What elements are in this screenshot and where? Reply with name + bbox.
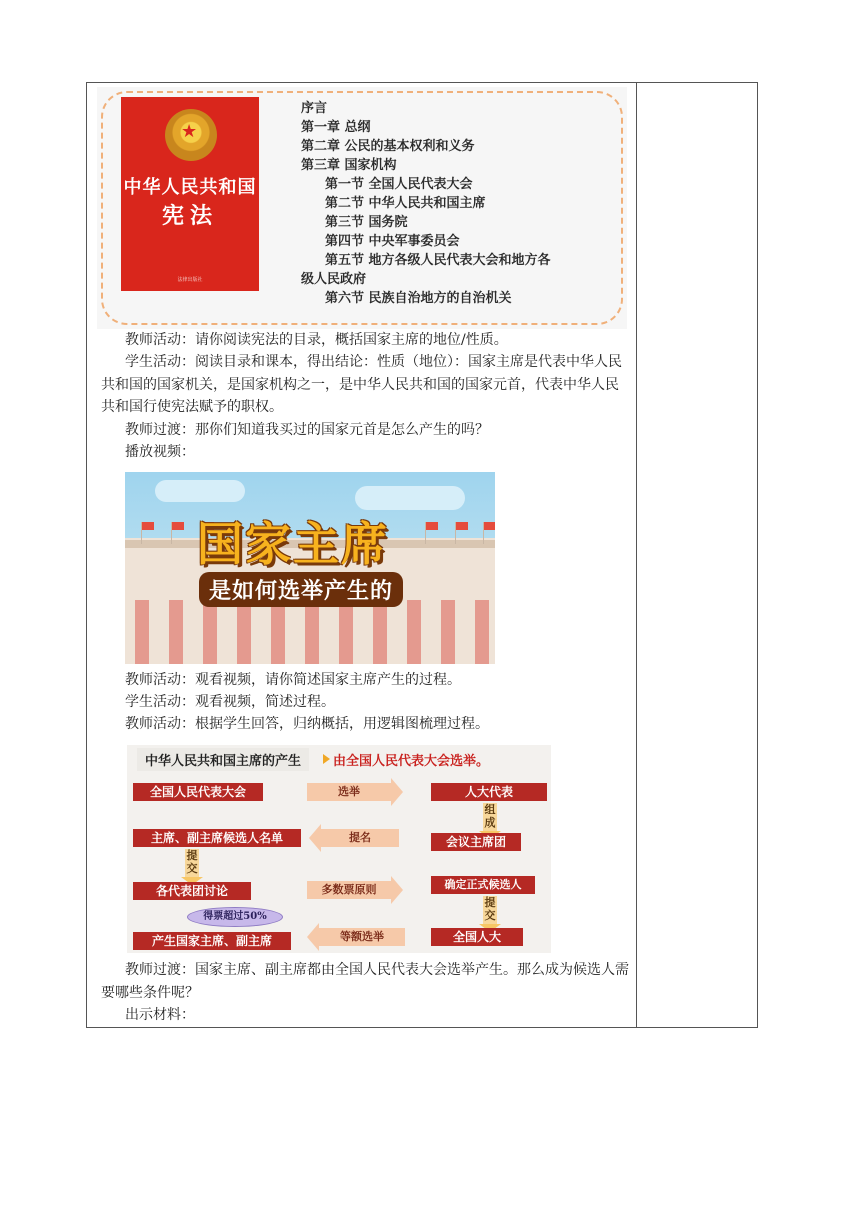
box-npc: 全国人民代表大会 (133, 783, 263, 801)
book-subtitle: 宪法 (161, 203, 218, 229)
cloud (355, 486, 465, 510)
bullet-icon (323, 754, 330, 764)
column-divider (636, 83, 637, 1027)
paragraph-show-material: 出示材料： (125, 1007, 195, 1023)
box-result: 产生国家主席、副主席 (133, 932, 291, 950)
pillar (373, 600, 387, 664)
arrow-majority: 多数票原则 (307, 881, 391, 899)
pillar (135, 600, 149, 664)
toc-line: 第二章 公民的基本权利和义务 (301, 139, 475, 154)
toc-section: 第二节 中华人民共和国主席 (325, 196, 486, 211)
star-icon: ★ (181, 121, 198, 142)
paragraph-teacher-activity-3: 教师活动：根据学生回答，归纳概括，用逻辑图梳理过程。 (125, 716, 489, 732)
pillar (169, 600, 183, 664)
constitution-toc-figure (97, 87, 627, 329)
toc-list (301, 99, 551, 308)
pillar (407, 600, 421, 664)
flag (142, 522, 154, 530)
box-deputies: 人大代表 (431, 783, 547, 801)
paragraph-student-activity-2: 学生活动：观看视频，简述过程。 (125, 694, 335, 710)
flag (484, 522, 495, 530)
pillar (237, 600, 251, 664)
paragraph-play-video: 播放视频： (125, 444, 195, 460)
video-title: 国家主席 (197, 517, 389, 571)
flag (456, 522, 468, 530)
election-flow-diagram (127, 745, 551, 953)
video-subtitle: 是如何选举产生的 (199, 572, 403, 607)
box-official-candidates: 确定正式候选人 (431, 876, 535, 894)
book-publisher: 法律出版社 (177, 277, 203, 283)
video-thumbnail[interactable] (125, 472, 495, 664)
toc-section: 第五节 地方各级人民代表大会和地方各 (325, 253, 551, 268)
flow-title: 中华人民共和国主席的产生 (137, 748, 309, 771)
pillar (305, 600, 319, 664)
toc-wrapline: 级人民政府 (301, 272, 367, 287)
box-plenary: 全国人大 (431, 928, 523, 946)
box-candidates: 主席、副主席候选人名单 (133, 829, 301, 847)
arrow-elect: 选举 (307, 783, 391, 801)
book-title: 中华人民共和国 (123, 177, 257, 198)
arrow-equal-election: 等额选举 (319, 928, 405, 946)
flow-subtitle: 由全国人民代表大会选举。 (333, 754, 490, 769)
toc-line: 第一章 总纲 (301, 120, 371, 135)
arrow-compose: 组成 (484, 803, 496, 829)
pillar (203, 600, 217, 664)
paragraph-student-activity-1: 学生活动：阅读目录和课本，得出结论：性质（地位）：国家主席是代表中华人民共和国的国家机关，是国家机构之一，是中华人民共和国的国家元首，代表中华人民共和国行使宪法赋予的职权。 (101, 354, 622, 415)
cloud (155, 480, 245, 502)
box-discuss: 各代表团讨论 (133, 882, 251, 900)
paragraph-teacher-activity-2: 教师活动：观看视频，请你简述国家主席产生的过程。 (125, 672, 461, 688)
pillar (475, 600, 489, 664)
votes-over-half: 得票超过50% (187, 907, 283, 927)
toc-line: 第三章 国家机构 (301, 158, 397, 173)
lesson-table (86, 82, 758, 1028)
toc-section: 第四节 中央军事委员会 (325, 234, 460, 249)
toc-section: 第六节 民族自治地方的自治机关 (325, 291, 512, 306)
flag (426, 522, 438, 530)
arrow-nominate: 提名 (321, 829, 399, 847)
toc-line: 序言 (301, 101, 328, 116)
arrow-submit-2: 提交 (484, 896, 496, 922)
paragraph-teacher-transition-2: 教师过渡：国家主席、副主席都由全国人民代表大会选举产生。那么成为候选人需要哪些条件呢？ (101, 962, 629, 1001)
pillar (441, 600, 455, 664)
pillar (271, 600, 285, 664)
box-presidium: 会议主席团 (431, 833, 521, 851)
constitution-book-cover (121, 97, 259, 291)
pillar (339, 600, 353, 664)
flag (172, 522, 184, 530)
paragraph-teacher-transition-1: 教师过渡：那你们知道我买过的国家元首是怎么产生的吗？ (125, 422, 489, 438)
arrow-submit-1: 提交 (186, 849, 198, 875)
toc-section: 第一节 全国人民代表大会 (325, 177, 473, 192)
toc-section: 第三节 国务院 (325, 215, 408, 230)
paragraph-teacher-activity-1: 教师活动：请你阅读宪法的目录，概括国家主席的地位/性质。 (125, 332, 508, 348)
